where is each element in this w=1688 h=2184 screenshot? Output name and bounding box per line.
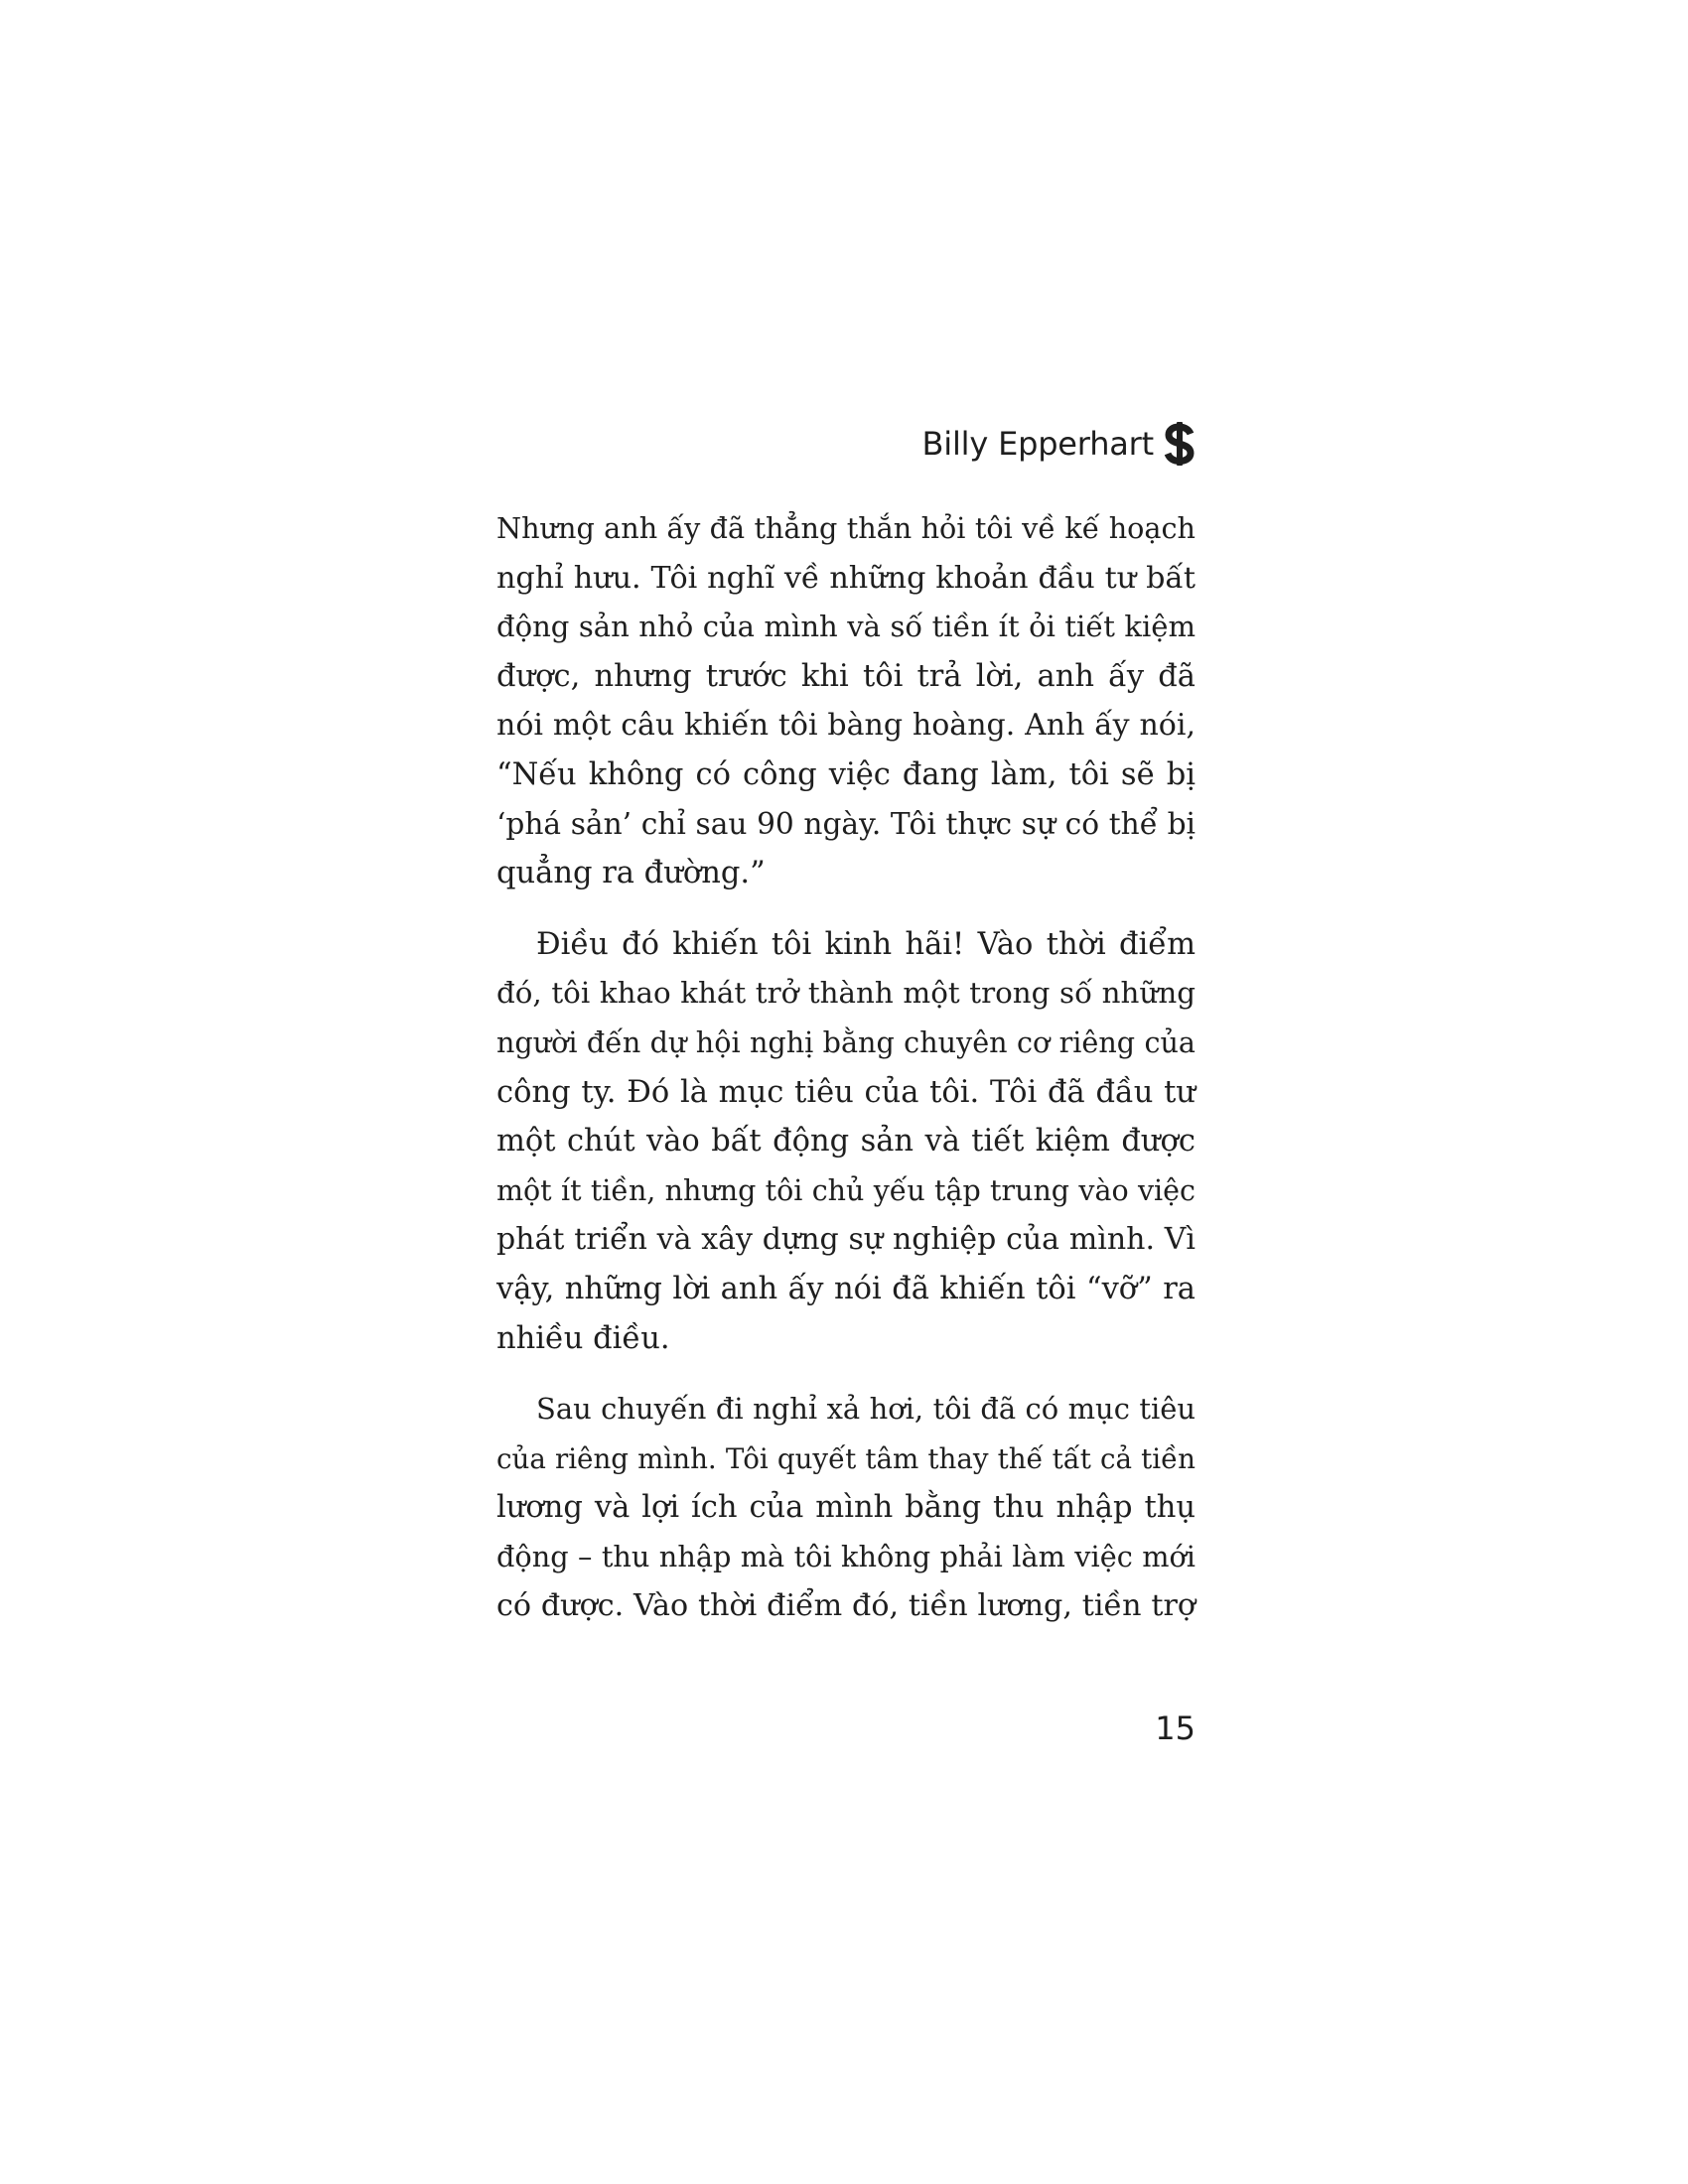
body-text — [496, 504, 1196, 1631]
text-line: nhiều điều. — [496, 1320, 670, 1356]
text-line: quẳng ra đường.” — [496, 856, 766, 891]
text-line: nói một câu khiến tôi bàng hoàng. Anh ấy nói, — [496, 708, 1196, 744]
text-line: động – thu nhập mà tôi không phải làm việc mới — [496, 1539, 1196, 1573]
text-line: một ít tiền, nhưng tôi chủ yếu tập trung vào việc — [496, 1173, 1196, 1207]
text-line: được, nhưng trước khi tôi trả lời, anh ấy đã — [496, 658, 1196, 694]
author-name: Billy Epperhart — [921, 425, 1154, 463]
paragraph — [496, 1385, 1196, 1631]
text-line: có được. Vào thời điểm đó, tiền lương, tiền trợ — [496, 1588, 1196, 1624]
text-line: ‘phá sản’ chỉ sau 90 ngày. Tôi thực sự có thể bị — [496, 806, 1196, 841]
text-line: lương và lợi ích của mình bằng thu nhập thụ — [496, 1490, 1196, 1526]
dollar-sign-icon — [1164, 420, 1196, 468]
text-line: động sản nhỏ của mình và số tiền ít ỏi tiết kiệm — [496, 610, 1196, 644]
text-line: Sau chuyến đi nghỉ xả hơi, tôi đã có mục tiêu — [536, 1392, 1196, 1427]
text-line: phát triển và xây dựng sự nghiệp của mình. Vì — [496, 1222, 1196, 1258]
text-line: vậy, những lời anh ấy nói đã khiến tôi “vỡ” ra — [496, 1271, 1196, 1306]
text-line: Điều đó khiến tôi kinh hãi! Vào thời điểm — [536, 926, 1196, 962]
text-line: của riêng mình. Tôi quyết tâm thay thế tất cả tiền — [496, 1441, 1196, 1475]
text-line: công ty. Đó là mục tiêu của tôi. Tôi đã đầu tư — [496, 1074, 1196, 1110]
page-number: 15 — [1155, 1709, 1196, 1747]
paragraph — [496, 920, 1196, 1363]
text-line: “Nếu không có công việc đang làm, tôi sẽ bị — [496, 756, 1196, 792]
text-line: một chút vào bất động sản và tiết kiệm được — [496, 1124, 1196, 1160]
text-line: nghỉ hưu. Tôi nghĩ về những khoản đầu tư bất — [496, 560, 1196, 596]
running-header — [922, 419, 1196, 469]
text-line: đó, tôi khao khát trở thành một trong số những — [496, 976, 1196, 1011]
text-line: Nhưng anh ấy đã thẳng thắn hỏi tôi về kế hoạch — [496, 511, 1196, 545]
paragraph — [496, 504, 1196, 898]
text-line: người đến dự hội nghị bằng chuyên cơ riêng của — [496, 1024, 1196, 1059]
